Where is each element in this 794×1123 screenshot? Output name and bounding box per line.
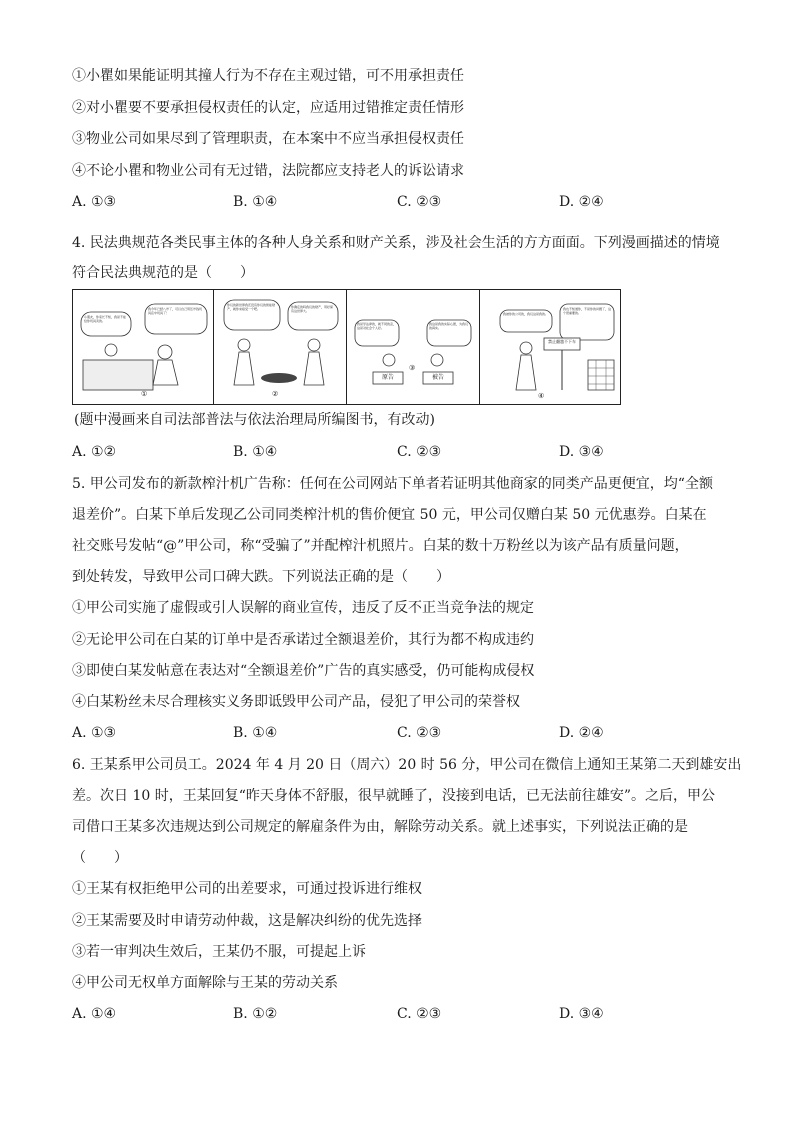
q5-option-a[interactable]: A. ①③ xyxy=(72,725,117,741)
comic-panel-1-bubble-left: 小朋友，你家长不知，我是不能给你玩具卖的。 xyxy=(84,315,127,323)
comic-panel-1-bubble-right: 我今年已经八岁了，可以自己用压岁钱玩具店中玩具了！ xyxy=(148,307,203,315)
q3-statement-2: ②对小瞿要不要承担侵权责任的认定，应适用过错推定责任情形 xyxy=(72,100,464,116)
q3-option-c[interactable]: C. ②③ xyxy=(397,194,442,210)
q4-comic-strip xyxy=(72,289,621,405)
comic-panel-3-sign-plaintiff: 原告 xyxy=(381,374,394,381)
q6-stem-line-2: 差。次日 10 时，王某回复“昨天身体不舒服，很早就睡了，没接到电话，已无法前往雄安”。之后，甲公 xyxy=(72,788,716,804)
q4-stem-line-1: 4. 民法典规范各类民事主体的各种人身关系和财产关系，涉及社会生活的方方面面。下列漫画描述的情境 xyxy=(72,235,720,251)
comic-panel-2 xyxy=(214,290,346,404)
q5-stem-line-4: 到处转发，导致甲公司口碑大跌。下列说法正确的是（ ） xyxy=(72,569,450,585)
q4-option-d[interactable]: D. ③④ xyxy=(559,444,604,460)
q3-statement-3: ③物业公司如果尽到了管理职责，在本案中不应当承担侵权责任 xyxy=(72,131,464,147)
q3-option-b[interactable]: B. ①④ xyxy=(233,194,278,210)
q3-option-a[interactable]: A. ①③ xyxy=(72,194,117,210)
q6-option-d[interactable]: D. ③④ xyxy=(559,1006,604,1022)
q5-option-d[interactable]: D. ②④ xyxy=(559,725,604,741)
q6-statement-3: ③若一审判决生效后，王某仍不服，可提起上诉 xyxy=(72,944,366,960)
q4-option-a[interactable]: A. ①② xyxy=(72,444,117,460)
comic-panel-2-bubble-left: 你们的新世界我还没有你们的智能财产，就你来接受一个吧。 xyxy=(227,303,276,311)
comic-panel-1 xyxy=(73,290,213,404)
q5-option-b[interactable]: B. ①④ xyxy=(233,725,278,741)
q5-stem-line-2: 退差价”。白某下单后发现乙公司同类榨汁机的售价便宜 50 元，甲公司仅赠白某 50 元优惠券。白某在 xyxy=(72,507,707,523)
q6-statement-2: ②王某需要及时申请劳动仲裁，这是解决纠纷的优先选择 xyxy=(72,913,422,929)
q5-stem-line-1: 5. 甲公司发布的新款榨汁机广告称：任何在公司网站下单者若证明其他商家的同类产品更便宜，均“全额 xyxy=(72,476,713,492)
comic-panel-2-number: ② xyxy=(272,390,279,398)
q4-comic-caption: (题中漫画来自司法部普法与依法治理局所编图书，有改动) xyxy=(74,412,435,428)
q5-stem-line-3: 社交账号发帖“@”甲公司，称“受骗了”并配榨汁机照片。白某的数十万粉丝以为该产品有质量问题， xyxy=(72,538,689,554)
comic-panel-3-bubble-right: 我这是我的实际心愿，为我们的真实。 xyxy=(429,322,469,330)
comic-panel-4-bubble-left: 我被你的公司的，我们这是我的。 xyxy=(503,312,549,316)
q4-option-b[interactable]: B. ①④ xyxy=(233,444,278,460)
q6-option-a[interactable]: A. ①④ xyxy=(72,1006,117,1022)
comic-panel-4-sign: 禁止翻越不下车 xyxy=(548,339,576,344)
comic-panel-4 xyxy=(480,290,620,404)
comic-panel-3-drawing xyxy=(347,290,479,404)
q3-options xyxy=(72,192,732,212)
q6-options xyxy=(72,1004,732,1024)
q6-stem-line-3: 司借口王某多次违规达到公司规定的解雇条件为由，解除劳动关系。就上述事实，下列说法正确的是 xyxy=(72,819,688,835)
q5-statement-1: ①甲公司实施了虚假或引人误解的商业宣传，违反了反不正当竞争法的规定 xyxy=(72,600,534,616)
q6-stem-line-4: （ ） xyxy=(72,850,128,866)
q6-option-b[interactable]: B. ①② xyxy=(233,1006,278,1022)
q6-stem-line-1: 6. 王某系甲公司员工。2024 年 4 月 20 日（周六）20 时 56 分，甲公司在微信上通知王某第二天到雄安出 xyxy=(72,757,742,773)
q3-option-d[interactable]: D. ②④ xyxy=(559,194,604,210)
q6-option-c[interactable]: C. ②③ xyxy=(397,1006,442,1022)
comic-panel-3-number: ③ xyxy=(409,364,416,372)
q4-options xyxy=(72,442,732,462)
q5-statement-4: ④白某粉丝未尽合理核实义务即诋毁甲公司产品，侵犯了甲公司的荣誉权 xyxy=(72,694,520,710)
comic-panel-4-bubble-right: 我也不知道你，不是你的问题了，这个很重要的。 xyxy=(563,307,611,315)
comic-panel-3-sign-defendant: 被告 xyxy=(431,374,444,381)
comic-panel-3 xyxy=(347,290,479,404)
comic-panel-2-bubble-right: 你确定的吗我们的财产，用好保有这世界大。 xyxy=(291,305,334,313)
q5-option-c[interactable]: C. ②③ xyxy=(397,725,442,741)
q3-statement-1: ①小瞿如果能证明其撞人行为不存在主观过错，可不用承担责任 xyxy=(72,68,464,84)
q3-statement-4: ④不论小瞿和物业公司有无过错，法院都应支持老人的诉讼请求 xyxy=(72,163,464,179)
comic-panel-3-bubble-left: 我是学法律的，就不同的意，这是对社会个人好。 xyxy=(357,322,397,330)
q5-statement-3: ③即使白某发帖意在表达对“全额退差价”广告的真实感受，仍可能构成侵权 xyxy=(72,663,535,679)
q6-statement-4: ④甲公司无权单方面解除与王某的劳动关系 xyxy=(72,975,338,991)
comic-panel-1-number: ① xyxy=(141,390,148,398)
q4-stem-line-2: 符合民法典规范的是（ ） xyxy=(72,265,254,281)
q6-statement-1: ①王某有权拒绝甲公司的出差要求，可通过投诉进行维权 xyxy=(72,881,422,897)
q5-statement-2: ②无论甲公司在白某的订单中是否承诺过全额退差价，其行为都不构成违约 xyxy=(72,632,534,648)
q4-option-c[interactable]: C. ②③ xyxy=(397,444,442,460)
q5-options xyxy=(72,723,732,743)
comic-panel-4-number: ④ xyxy=(538,392,545,400)
